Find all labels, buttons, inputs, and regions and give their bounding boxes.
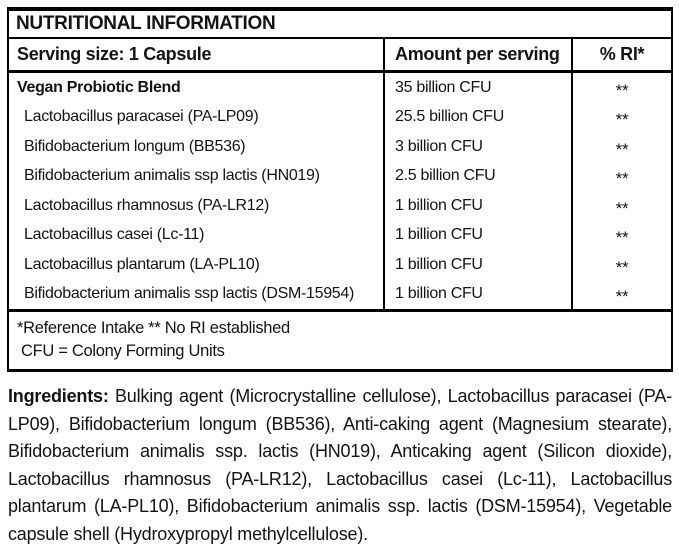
ingredients-paragraph bbox=[7, 383, 673, 548]
ingredient-name: Lactobacillus paracasei (PA-LP09) bbox=[24, 108, 259, 126]
panel-title: NUTRITIONAL INFORMATION bbox=[9, 11, 671, 39]
table-row bbox=[9, 250, 671, 280]
ingredient-name: Bifidobacterium animalis ssp lactis (HN019) bbox=[24, 167, 320, 185]
ri-asterisks: ** bbox=[615, 198, 629, 218]
table-row bbox=[9, 73, 671, 103]
ri-value bbox=[571, 191, 671, 221]
ri-asterisks: ** bbox=[615, 80, 629, 100]
ri-asterisks: ** bbox=[615, 169, 629, 189]
ingredient-name: Vegan Probiotic Blend bbox=[17, 78, 181, 96]
amount-value: 3 billion CFU bbox=[383, 132, 571, 162]
nutrition-panel bbox=[7, 7, 673, 372]
amount-per-serving-header: Amount per serving bbox=[383, 39, 571, 70]
amount-value: 1 billion CFU bbox=[383, 250, 571, 280]
amount-value: 1 billion CFU bbox=[383, 280, 571, 310]
amount-value: 1 billion CFU bbox=[383, 221, 571, 251]
ri-value bbox=[571, 132, 671, 162]
table-row bbox=[9, 132, 671, 162]
ri-asterisks: ** bbox=[615, 287, 629, 307]
ingredient-name: Bifidobacterium animalis ssp lactis (DSM-15954) bbox=[24, 285, 355, 303]
footnote-reference-intake: *Reference Intake ** No RI established bbox=[17, 319, 290, 337]
serving-size-header: Serving size: 1 Capsule bbox=[17, 44, 212, 64]
table-row bbox=[9, 191, 671, 221]
amount-value: 35 billion CFU bbox=[383, 73, 571, 103]
amount-value: 1 billion CFU bbox=[383, 191, 571, 221]
ri-value bbox=[571, 250, 671, 280]
ingredient-name: Lactobacillus rhamnosus (PA-LR12) bbox=[24, 196, 270, 214]
table-row bbox=[9, 221, 671, 251]
ri-value bbox=[571, 73, 671, 103]
table-body bbox=[9, 73, 671, 309]
ingredient-name: Bifidobacterium longum (BB536) bbox=[24, 137, 246, 155]
ingredients-text: Bulking agent (Microcrystalline cellulose), Lactobacillus paracasei (PA-LP09), Bifidobacterium longum (BB536), Anti-caking agent (Magnesium stearate), Bifidobacterium animalis ssp. lactis (HN019), Anticaking agent (Silicon dioxide), Lactobacillus rhamnosus (PA-LR12), Lactobacillus casei (Lc-11), Lactobacillus plantarum (LA-PL10), Bifidobacterium animalis ssp. lactis (DSM-15954), Vegetable capsule shell (Hydroxypropyl methylcellulose). bbox=[8, 386, 672, 544]
ri-asterisks: ** bbox=[615, 110, 629, 130]
table-row bbox=[9, 162, 671, 192]
amount-value: 2.5 billion CFU bbox=[383, 162, 571, 192]
table-footnote bbox=[9, 309, 671, 369]
amount-value: 25.5 billion CFU bbox=[383, 103, 571, 133]
table-row bbox=[9, 103, 671, 133]
ingredient-name: Lactobacillus casei (Lc-11) bbox=[24, 226, 205, 244]
footnote-cfu-definition: CFU = Colony Forming Units bbox=[21, 342, 225, 360]
ri-value bbox=[571, 103, 671, 133]
ri-value bbox=[571, 162, 671, 192]
ri-asterisks: ** bbox=[615, 139, 629, 159]
ri-value bbox=[571, 221, 671, 251]
ri-value bbox=[571, 280, 671, 310]
ri-asterisks: ** bbox=[615, 228, 629, 248]
ingredient-name: Lactobacillus plantarum (LA-PL10) bbox=[24, 255, 260, 273]
ingredients-label: Ingredients: bbox=[8, 386, 109, 406]
table-header-row bbox=[9, 39, 671, 73]
ri-asterisks: ** bbox=[615, 257, 629, 277]
table-row bbox=[9, 280, 671, 310]
percent-ri-header: % RI* bbox=[571, 39, 671, 70]
